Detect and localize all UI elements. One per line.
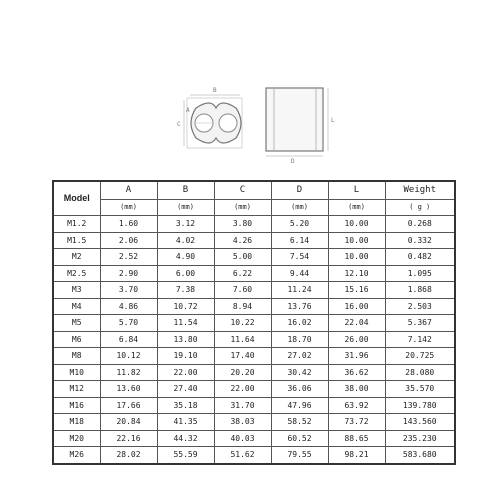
value-cell: 31.70 [214, 397, 271, 414]
table-row [53, 364, 455, 381]
value-cell: 139.780 [385, 397, 455, 414]
value-cell: 58.52 [271, 414, 328, 431]
front-view [177, 87, 242, 148]
model-cell: M16 [53, 397, 100, 414]
value-cell: 10.00 [328, 249, 385, 266]
value-cell: 35.18 [157, 397, 214, 414]
value-cell: 98.21 [328, 447, 385, 464]
table-row [53, 331, 455, 348]
model-cell: M5 [53, 315, 100, 332]
value-cell: 0.268 [385, 216, 455, 233]
value-cell: 5.20 [271, 216, 328, 233]
value-cell: 27.02 [271, 348, 328, 365]
header-col-weight: Weight [385, 181, 455, 200]
value-cell: 7.54 [271, 249, 328, 266]
value-cell: 10.22 [214, 315, 271, 332]
value-cell: 0.482 [385, 249, 455, 266]
model-cell: M10 [53, 364, 100, 381]
value-cell: 6.22 [214, 265, 271, 282]
value-cell: 11.24 [271, 282, 328, 299]
value-cell: 22.00 [157, 364, 214, 381]
spec-table-body [53, 216, 455, 464]
table-row [53, 381, 455, 398]
value-cell: 6.14 [271, 232, 328, 249]
unit-col-d: (mm) [271, 200, 328, 216]
value-cell: 4.90 [157, 249, 214, 266]
table-row [53, 430, 455, 447]
value-cell: 143.560 [385, 414, 455, 431]
value-cell: 38.03 [214, 414, 271, 431]
value-cell: 5.367 [385, 315, 455, 332]
value-cell: 235.230 [385, 430, 455, 447]
spec-table-header [53, 181, 455, 216]
unit-col-c: (mm) [214, 200, 271, 216]
table-row [53, 249, 455, 266]
value-cell: 30.42 [271, 364, 328, 381]
value-cell: 1.60 [100, 216, 157, 233]
dim-label-l: L [331, 117, 335, 124]
value-cell: 12.10 [328, 265, 385, 282]
value-cell: 51.62 [214, 447, 271, 464]
value-cell: 1.868 [385, 282, 455, 299]
value-cell: 36.06 [271, 381, 328, 398]
value-cell: 28.080 [385, 364, 455, 381]
value-cell: 2.06 [100, 232, 157, 249]
value-cell: 27.40 [157, 381, 214, 398]
header-model: Model [53, 181, 100, 216]
header-col-c: C [214, 181, 271, 200]
value-cell: 88.65 [328, 430, 385, 447]
value-cell: 63.92 [328, 397, 385, 414]
dim-label-b: B [213, 87, 217, 94]
value-cell: 79.55 [271, 447, 328, 464]
value-cell: 22.00 [214, 381, 271, 398]
value-cell: 38.00 [328, 381, 385, 398]
value-cell: 7.142 [385, 331, 455, 348]
model-cell: M12 [53, 381, 100, 398]
value-cell: 31.96 [328, 348, 385, 365]
table-row [53, 282, 455, 299]
value-cell: 16.02 [271, 315, 328, 332]
header-col-l: L [328, 181, 385, 200]
table-row [53, 348, 455, 365]
model-cell: M1.5 [53, 232, 100, 249]
table-row [53, 265, 455, 282]
value-cell: 13.60 [100, 381, 157, 398]
value-cell: 11.82 [100, 364, 157, 381]
table-row [53, 397, 455, 414]
value-cell: 10.00 [328, 232, 385, 249]
value-cell: 35.570 [385, 381, 455, 398]
value-cell: 47.96 [271, 397, 328, 414]
value-cell: 8.94 [214, 298, 271, 315]
value-cell: 40.03 [214, 430, 271, 447]
model-cell: M4 [53, 298, 100, 315]
value-cell: 28.02 [100, 447, 157, 464]
value-cell: 20.84 [100, 414, 157, 431]
value-cell: 15.16 [328, 282, 385, 299]
table-row [53, 298, 455, 315]
dim-label-d: D [291, 158, 295, 165]
value-cell: 10.72 [157, 298, 214, 315]
value-cell: 1.095 [385, 265, 455, 282]
value-cell: 41.35 [157, 414, 214, 431]
value-cell: 7.38 [157, 282, 214, 299]
value-cell: 11.64 [214, 331, 271, 348]
value-cell: 44.32 [157, 430, 214, 447]
table-row [53, 232, 455, 249]
value-cell: 20.725 [385, 348, 455, 365]
unit-col-l: (mm) [328, 200, 385, 216]
spec-table [52, 180, 456, 465]
model-cell: M20 [53, 430, 100, 447]
side-view [266, 88, 335, 165]
value-cell: 55.59 [157, 447, 214, 464]
value-cell: 3.12 [157, 216, 214, 233]
model-cell: M6 [53, 331, 100, 348]
sleeve-drawing [0, 0, 500, 175]
value-cell: 10.12 [100, 348, 157, 365]
value-cell: 18.70 [271, 331, 328, 348]
value-cell: 583.680 [385, 447, 455, 464]
value-cell: 5.00 [214, 249, 271, 266]
value-cell: 4.26 [214, 232, 271, 249]
table-row [53, 216, 455, 233]
value-cell: 11.54 [157, 315, 214, 332]
dim-label-a: A [186, 107, 190, 114]
value-cell: 13.76 [271, 298, 328, 315]
header-col-b: B [157, 181, 214, 200]
table-row [53, 315, 455, 332]
value-cell: 17.66 [100, 397, 157, 414]
table-row [53, 447, 455, 464]
model-cell: M26 [53, 447, 100, 464]
value-cell: 0.332 [385, 232, 455, 249]
value-cell: 19.10 [157, 348, 214, 365]
value-cell: 4.02 [157, 232, 214, 249]
dim-label-c: C [177, 121, 181, 128]
model-cell: M8 [53, 348, 100, 365]
value-cell: 13.80 [157, 331, 214, 348]
value-cell: 9.44 [271, 265, 328, 282]
value-cell: 20.20 [214, 364, 271, 381]
header-col-d: D [271, 181, 328, 200]
value-cell: 2.90 [100, 265, 157, 282]
unit-col-a: (mm) [100, 200, 157, 216]
value-cell: 16.00 [328, 298, 385, 315]
value-cell: 6.00 [157, 265, 214, 282]
value-cell: 7.60 [214, 282, 271, 299]
value-cell: 73.72 [328, 414, 385, 431]
value-cell: 17.40 [214, 348, 271, 365]
value-cell: 2.52 [100, 249, 157, 266]
value-cell: 4.86 [100, 298, 157, 315]
value-cell: 60.52 [271, 430, 328, 447]
value-cell: 10.00 [328, 216, 385, 233]
value-cell: 26.00 [328, 331, 385, 348]
value-cell: 3.80 [214, 216, 271, 233]
value-cell: 36.62 [328, 364, 385, 381]
value-cell: 22.16 [100, 430, 157, 447]
header-col-a: A [100, 181, 157, 200]
model-cell: M2.5 [53, 265, 100, 282]
model-cell: M18 [53, 414, 100, 431]
model-cell: M1.2 [53, 216, 100, 233]
unit-col-b: (mm) [157, 200, 214, 216]
value-cell: 2.503 [385, 298, 455, 315]
table-row [53, 414, 455, 431]
value-cell: 3.70 [100, 282, 157, 299]
model-cell: M2 [53, 249, 100, 266]
model-cell: M3 [53, 282, 100, 299]
value-cell: 6.84 [100, 331, 157, 348]
value-cell: 5.70 [100, 315, 157, 332]
value-cell: 22.04 [328, 315, 385, 332]
unit-col-weight: ( g ) [385, 200, 455, 216]
